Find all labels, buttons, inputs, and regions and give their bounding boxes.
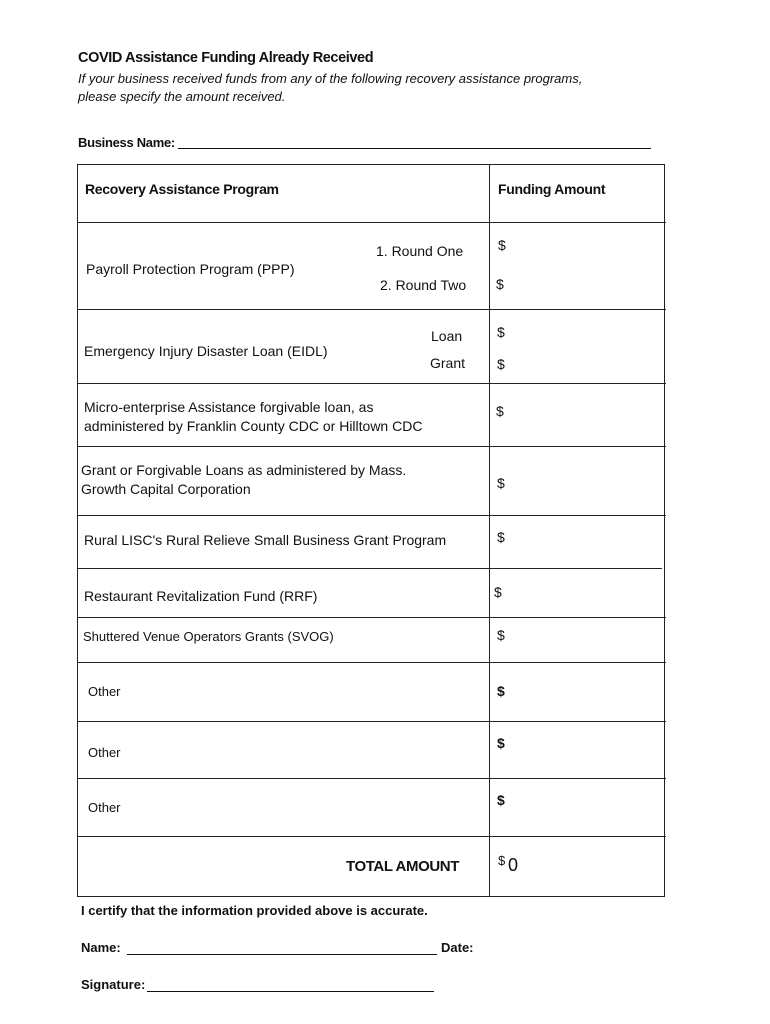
ppp-round-two-amount[interactable]: $: [496, 276, 504, 292]
other-amount-2[interactable]: $: [497, 735, 505, 751]
mgcc-amount[interactable]: $: [497, 475, 505, 491]
ppp-label: Payroll Protection Program (PPP): [86, 261, 295, 277]
certification-statement: I certify that the information provided above is accurate.: [81, 903, 428, 918]
row-divider: [78, 662, 666, 663]
micro-enterprise-label-line2: administered by Franklin County CDC or Hilltown CDC: [84, 418, 423, 434]
total-amount-label: TOTAL AMOUNT: [346, 858, 459, 875]
micro-enterprise-label-line1: Micro-enterprise Assistance forgivable loan, as: [84, 399, 374, 415]
other-label-3: Other: [88, 800, 121, 815]
row-divider: [78, 617, 666, 618]
rrf-amount[interactable]: $: [494, 584, 502, 600]
mgcc-label-line1: Grant or Forgivable Loans as administered by Mass.: [81, 462, 407, 478]
total-amount-value: 0: [508, 855, 519, 875]
svog-label: Shuttered Venue Operators Grants (SVOG): [83, 629, 334, 644]
ppp-round-one-amount[interactable]: $: [498, 237, 506, 253]
rrf-label: Restaurant Revitalization Fund (RRF): [84, 588, 318, 604]
business-name-field[interactable]: [178, 148, 651, 149]
other-label-2: Other: [88, 745, 121, 760]
row-divider: [78, 222, 666, 223]
funding-table: [77, 164, 665, 897]
eidl-label: Emergency Injury Disaster Loan (EIDL): [84, 343, 328, 359]
other-amount-3[interactable]: $: [497, 792, 505, 808]
row-divider: [78, 309, 666, 310]
name-field[interactable]: [127, 954, 437, 955]
mgcc-label-line2: Growth Capital Corporation: [81, 481, 251, 497]
total-currency-symbol: $: [498, 853, 506, 868]
lisc-label: Rural LISC's Rural Relieve Small Business Grant Program: [84, 532, 447, 548]
form-title: COVID Assistance Funding Already Received: [78, 50, 374, 66]
eidl-grant-amount[interactable]: $: [497, 356, 505, 372]
amount-column-header: Funding Amount: [498, 181, 606, 197]
micro-enterprise-amount[interactable]: $: [496, 403, 504, 419]
row-divider: [78, 446, 666, 447]
form-instructions: If your business received funds from any of the following recovery assistance programs, please specify the amount received.: [78, 71, 583, 104]
row-divider: [78, 568, 662, 569]
ppp-round-one-label: 1. Round One: [376, 243, 464, 259]
program-column-header: Recovery Assistance Program: [85, 181, 279, 197]
business-name-label: Business Name:: [78, 135, 175, 150]
row-divider: [78, 836, 666, 837]
signature-label: Signature:: [81, 977, 146, 992]
svog-amount[interactable]: $: [497, 627, 505, 643]
other-label-1: Other: [88, 684, 121, 699]
eidl-loan-label: Loan: [431, 328, 463, 344]
row-divider: [78, 721, 666, 722]
eidl-loan-amount[interactable]: $: [497, 324, 505, 340]
lisc-amount[interactable]: $: [497, 529, 505, 545]
ppp-round-two-label: 2. Round Two: [380, 277, 467, 293]
date-label: Date:: [441, 940, 474, 955]
row-divider: [78, 515, 666, 516]
other-amount-1[interactable]: $: [497, 683, 505, 699]
signature-field[interactable]: [147, 991, 434, 992]
row-divider: [78, 778, 666, 779]
column-divider: [489, 165, 490, 896]
eidl-grant-label: Grant: [430, 355, 466, 371]
row-divider: [78, 383, 666, 384]
name-label: Name:: [81, 940, 121, 955]
